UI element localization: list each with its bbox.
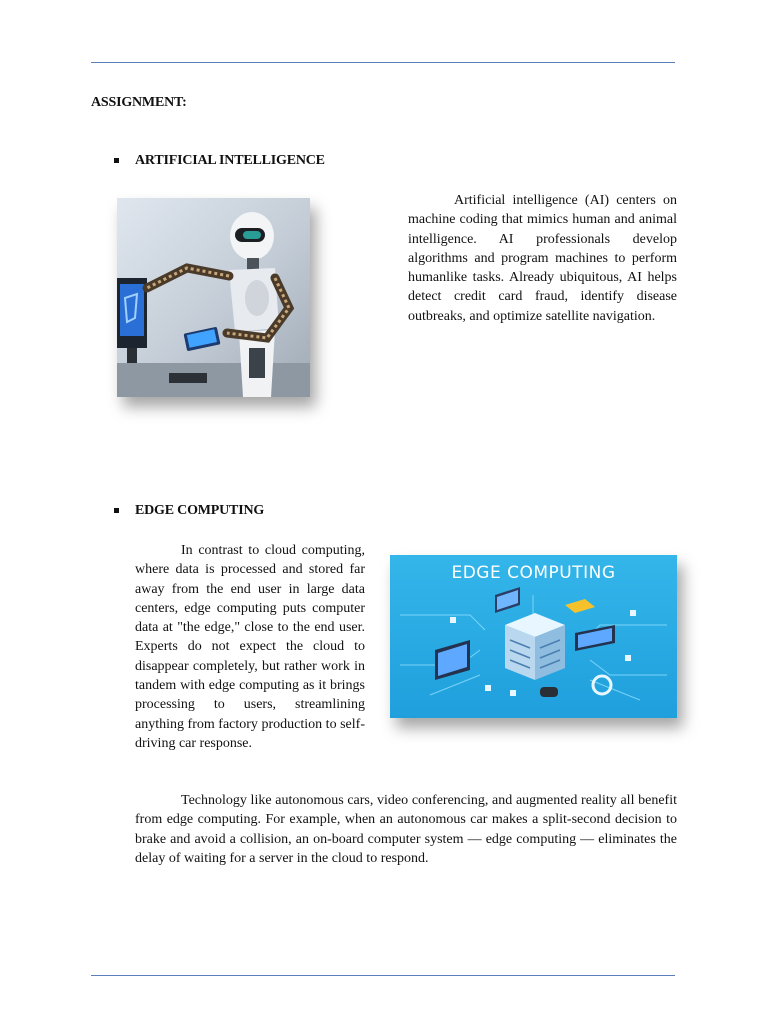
footer-rule — [91, 975, 675, 976]
robot-image — [117, 198, 310, 397]
header-rule — [91, 62, 675, 63]
section-heading-edge: EDGE COMPUTING — [135, 503, 265, 518]
edge-paragraph-1: In contrast to cloud computing, where data is processed and stored far away from the end user in large data centers, edge computing puts computer data at "the edge," close to the end user. Experts do not expect the cloud to disappear completely, but rather work in tandem with edge computing as it brings processing to users, streamlining anything from factory production to self-driving car response. — [135, 543, 365, 751]
edge-paragraph-2: Technology like autonomous cars, video conferencing, and augmented reality all benefit from edge computing. For example, when an autonomous car makes a split-second decision to brake and avoid a collision, an on-board computer system — edge computing — eliminates the delay of waiting for a server in the cloud to respond. — [135, 793, 677, 866]
ai-paragraph: Artificial intelligence (AI) centers on machine coding that mimics human and animal intelligence. AI professionals develop algorithms and program machines to perform humanlike tasks. Already ubiquitous, AI helps detect credit card fraud, identify disease outbreaks, and optimize satellite navigation. — [408, 193, 677, 324]
robot-at-computer-illustration — [117, 198, 310, 397]
edge-computing-image — [390, 555, 677, 718]
bullet-marker — [114, 508, 119, 513]
bullet-marker — [114, 158, 119, 163]
section-heading-ai: ARTIFICIAL INTELLIGENCE — [135, 153, 325, 168]
edge-image-caption: EDGE COMPUTING — [451, 563, 616, 583]
assignment-title: ASSIGNMENT: — [91, 95, 187, 110]
